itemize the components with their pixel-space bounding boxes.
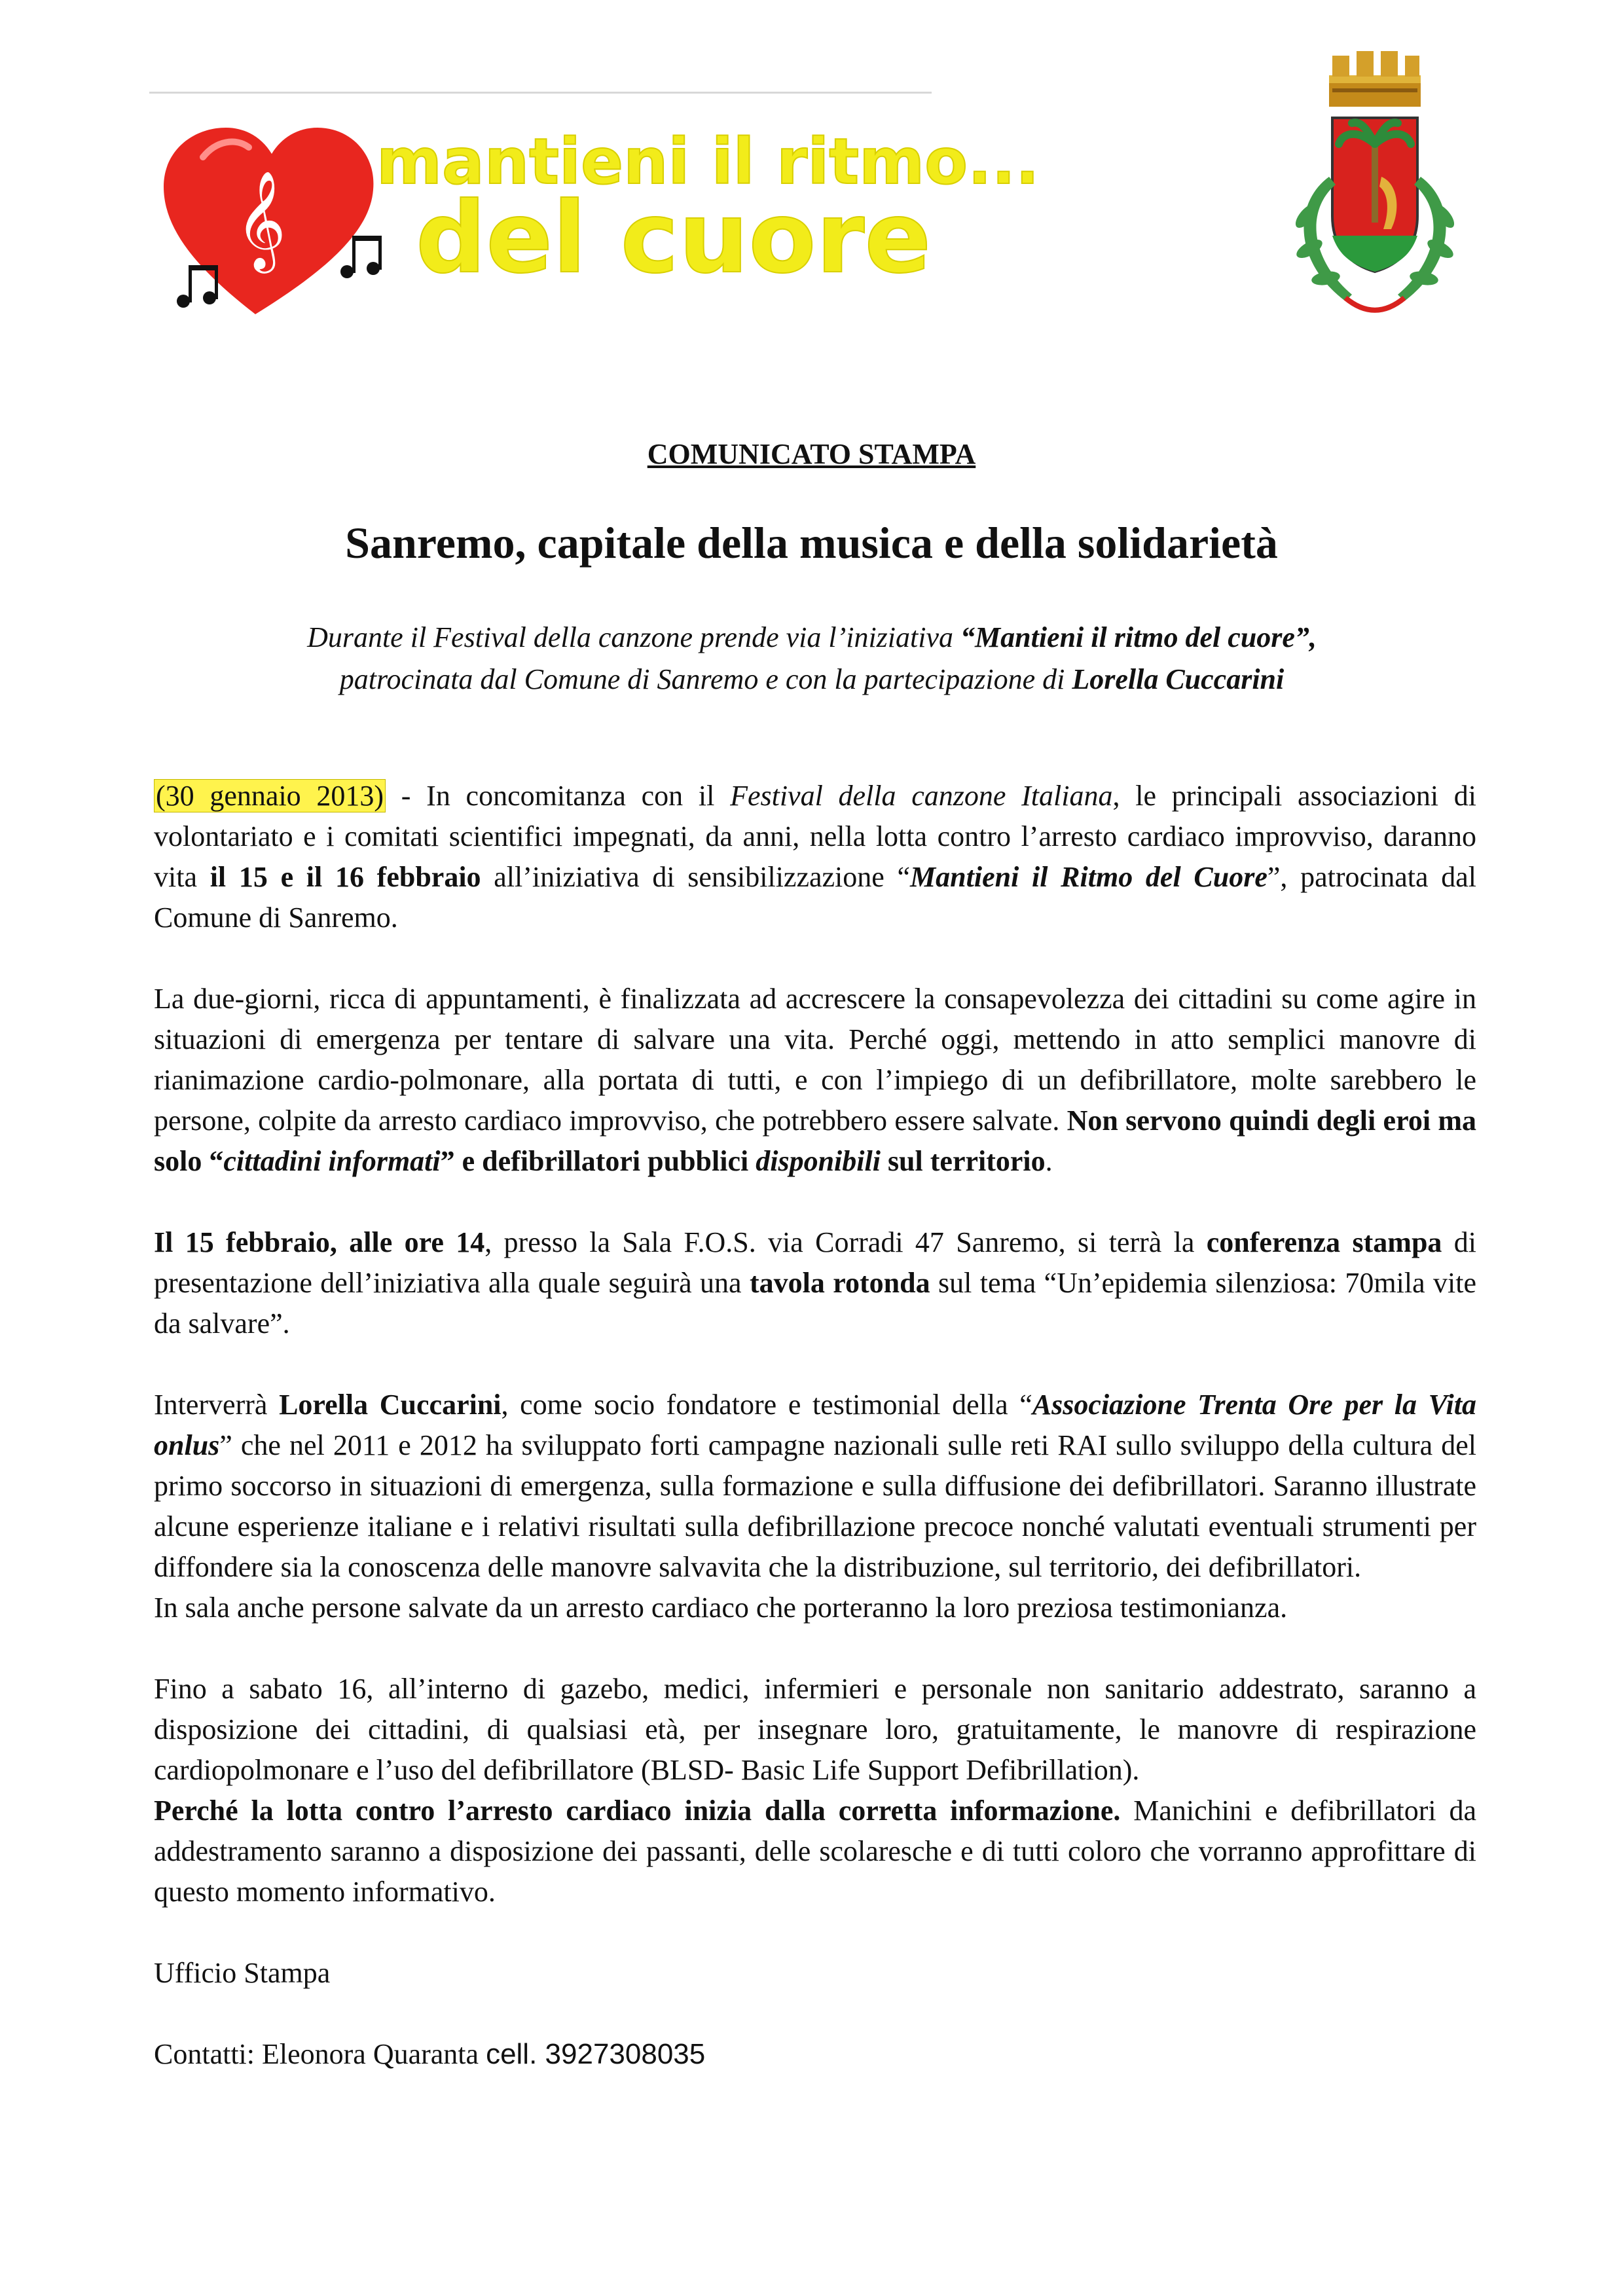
text-run: all’iniziativa di sensibilizzazione “ <box>481 861 911 893</box>
text-run: Lorella Cuccarini <box>279 1389 501 1421</box>
campaign-logo <box>157 118 1040 321</box>
text-run: Il 15 febbraio, alle ore 14 <box>154 1226 485 1258</box>
text-run: sul tema “Un’epidemia silenziosa: 70mila vite da salvare”. <box>154 1267 1476 1339</box>
page-title: Sanremo, capitale della musica e della solidarietà <box>345 518 1278 568</box>
subtitle-guest: Lorella Cuccarini <box>1072 663 1285 695</box>
subtitle-text: Durante il Festival della canzone prende via l’iniziativa <box>307 621 961 653</box>
text-run: Fino a sabato 16, all’interno di gazebo, medici, infermieri e personale non sanitario addestrato, saranno a disposizione dei cittadini, di qualsiasi età, per insegnare loro, gratuitamente, le manovre di respirazione cardiopolmonare e l’uso del defibrillatore (BLSD- Basic Life Support Defibrillation). <box>154 1673 1476 1786</box>
paragraph-conference <box>154 1222 1476 1344</box>
text-run: La due-giorni, ricca di appuntamenti, è finalizzata ad accrescere la consapevolezza dei cittadini su come agire in situazioni di emergenza per tentare di salvare una vita. Perché oggi, mettendo in atto semplici manovre di rianimazione cardio-polmonare, alla portata di tutti, e con l’impiego di un defibrillatore, molte sarebbero le persone, colpite da arresto cardiaco improvviso, che potrebbero essere salvate. <box>154 983 1476 1137</box>
signature-contact <box>154 2034 1476 2075</box>
text-run: Interverrà <box>154 1389 280 1421</box>
text-run: sul territorio <box>880 1145 1046 1177</box>
heart-treble-clef-icon <box>164 128 373 314</box>
text-run: Associazione Trenta Ore per la Vita onlus <box>154 1389 1476 1461</box>
text-run: cittadini informati <box>223 1145 441 1177</box>
contact-phone: cell. 3927308035 <box>486 2038 706 2070</box>
date-highlight: (30 gennaio 2013) <box>154 779 386 812</box>
text-run: ”, patrocinata dal Comune di Sanremo. <box>154 861 1477 934</box>
text-run: di presentazione dell’iniziativa alla quale seguirà una <box>154 1226 1477 1299</box>
text-run: conferenza stampa <box>1206 1226 1442 1258</box>
paragraph-guest <box>154 1385 1476 1588</box>
paragraph-closing <box>154 1791 1476 1912</box>
logo-text-line1: mantieni il ritmo... <box>376 125 1040 198</box>
text-run: ” che nel 2011 e 2012 ha sviluppato forti campagne nazionali sulle reti RAI sullo sviluppo della cultura del primo soccorso in situazioni di emergenza, sulla formazione e sulla diffusione dei defibrillatori. Saranno illustrate alcune esperienze italiane e i relativi risultati sulla defibrillazione precoce nonché valutati eventuali strumenti per diffondere sia la conoscenza delle manovre salvavita che la distribuzione, sul territorio, dei defibrillatori. <box>154 1429 1476 1583</box>
text-run: , come socio fondatore e testimonial della “ <box>501 1389 1032 1421</box>
text-run: Non servono quindi degli eroi ma solo “ <box>154 1104 1477 1177</box>
header-rule <box>149 92 932 94</box>
text-run: Manichini e defibrillatori da addestramento saranno a disposizione dei passanti, delle scolaresche e di tutti coloro che vorranno approfittare di questo momento informativo. <box>154 1795 1476 1908</box>
signature-office: Ufficio Stampa <box>154 1957 331 1989</box>
paragraph-purpose <box>154 979 1476 1182</box>
paragraph-intro <box>154 776 1476 938</box>
subtitle <box>196 617 1427 701</box>
article-body <box>154 776 1476 2115</box>
text-run: disponibili <box>756 1145 881 1177</box>
text-run: Mantieni il Ritmo del Cuore <box>910 861 1267 893</box>
subtitle-initiative: “Mantieni il ritmo del cuore”, <box>960 621 1317 653</box>
crown-icon <box>1329 51 1421 107</box>
text-run: . <box>1045 1145 1053 1177</box>
svg-text:𝄞: 𝄞 <box>236 170 286 269</box>
text-run: tavola rotonda <box>750 1267 930 1299</box>
text-run: , presso la Sala F.O.S. via Corradi 47 Sanremo, si terrà la <box>484 1226 1207 1258</box>
text-run: - In concomitanza con il <box>386 780 731 812</box>
text-run: , le principali associazioni di volontariato e i comitati scientifici impegnati, da anni, nella lotta contro l’arresto cardiaco improvviso, daranno vita <box>154 780 1477 893</box>
text-run: ” e defibrillatori pubblici <box>440 1145 756 1177</box>
logo-text-line2: del cuore <box>416 181 932 295</box>
paragraph-gazebo <box>154 1669 1476 1791</box>
paragraph-testimony <box>154 1588 1476 1628</box>
sanremo-coat-of-arms-icon <box>1267 46 1483 337</box>
text-run: Perché la lotta contro l’arresto cardiaco inizia dalla corretta informazione. <box>154 1795 1121 1827</box>
text-run: il 15 e il 16 febbraio <box>210 861 481 893</box>
contact-name: Contatti: Eleonora Quaranta <box>154 2038 486 2070</box>
press-release-label: COMUNICATO STAMPA <box>647 438 976 470</box>
text-run: Festival della canzone Italiana <box>730 780 1113 812</box>
text-run: In sala anche persone salvate da un arresto cardiaco che porteranno la loro preziosa testimonianza. <box>154 1592 1288 1624</box>
subtitle-text: patrocinata dal Comune di Sanremo e con la partecipazione di <box>339 663 1072 695</box>
